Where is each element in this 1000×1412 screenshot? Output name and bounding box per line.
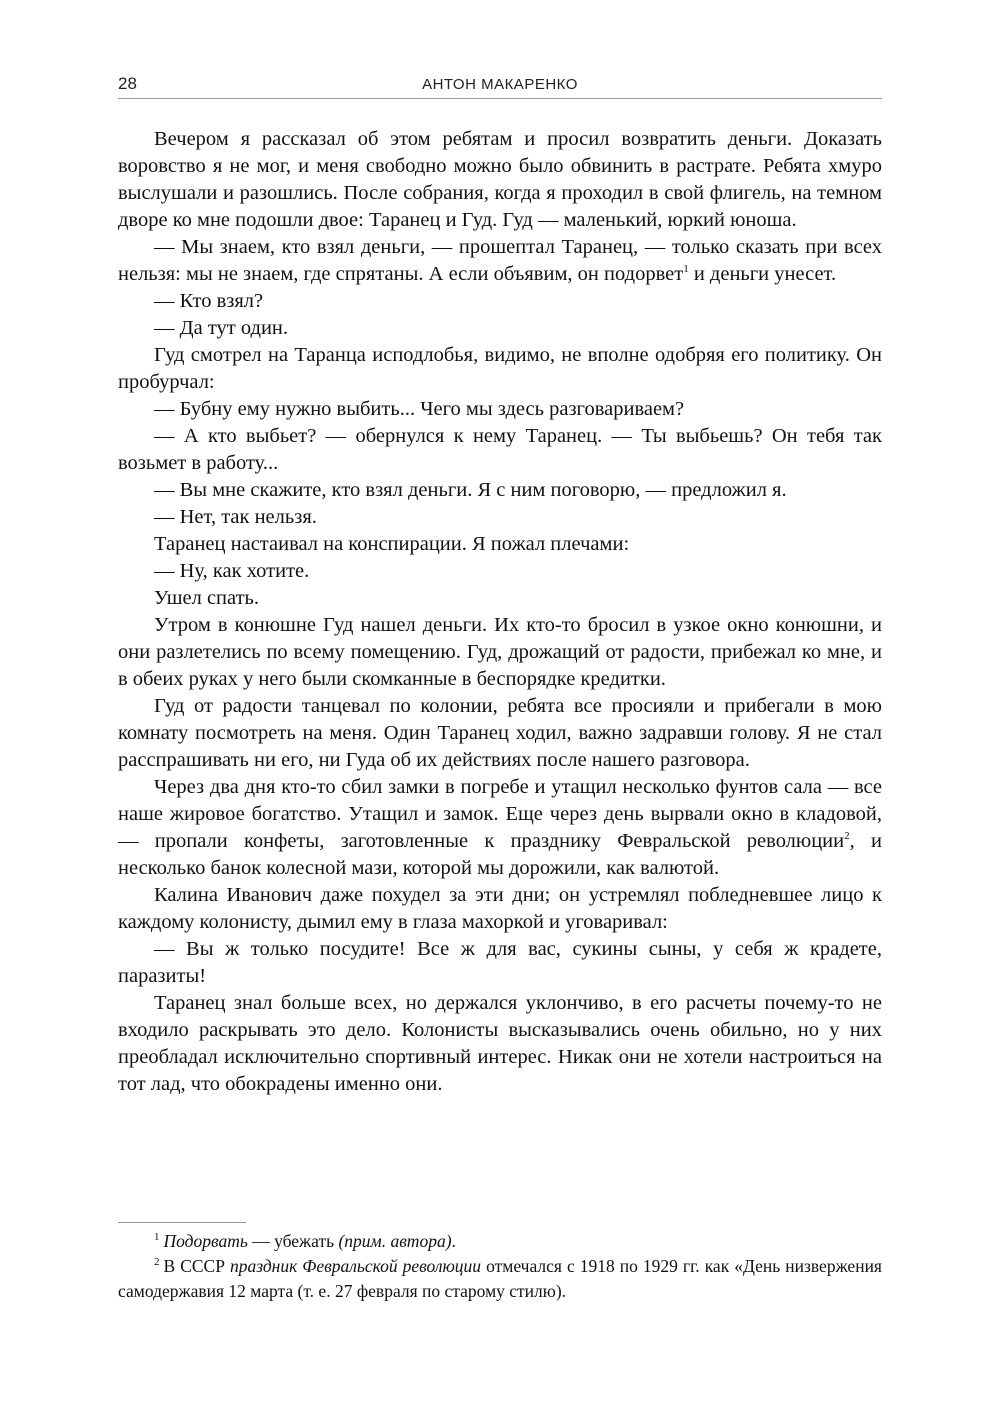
footnote-ref-1: 1 [683,263,689,275]
paragraph: Гуд смотрел на Таранца исподлобья, видимо, не вполне одобряя его политику. Он пробурчал: [118,344,882,393]
paragraph: Ушел спать. [154,587,260,609]
paragraph: Утром в конюшне Гуд нашел деньги. Их кто-то бросил в узкое окно конюшни, и они разлетелись по всему помещению. Гуд, дрожащий от радости, прибежал ко мне, и в обеих руках у него были скомканные в беспорядке кредитки. [118,614,882,690]
footnote-text: . [451,1231,456,1251]
page-header [118,72,882,99]
paragraph: — Нет, так нельзя. [154,506,317,528]
body-text [118,126,882,1098]
paragraph: — Бубну ему нужно выбить... Чего мы здесь разговариваем? [154,398,685,420]
footnote-note: (прим. автора) [338,1231,452,1251]
footnote-mark: 2 [154,1256,160,1268]
paragraph: — Вы мне скажите, кто взял деньги. Я с ним поговорю, — предложил я. [154,479,787,501]
page-number: 28 [118,74,137,93]
footnote-term: праздник Февральской революции [229,1256,482,1276]
paragraph-text: Через два дня кто-то сбил замки в погребе и утащил несколько фунтов сала — все наше жировое богатство. Утащил и замок. Еще через день вырвали окно в кладовой, — пропали конфеты, заготовленные к празднику Февральской революции [118,776,882,852]
paragraph-with-footnote-1 [118,234,882,288]
footnote-term: Подорвать [163,1231,248,1251]
paragraph: — Вы ж только посудите! Все ж для вас, сукины сыны, у себя ж крадете, паразиты! [118,938,882,987]
footnote-2 [118,1254,882,1304]
paragraph-text: и деньги унесет. [688,263,837,285]
footnote-mark: 1 [154,1231,160,1243]
paragraph: — Ну, как хотите. [154,560,310,582]
footnote-text: отмечался с 1918 по 1929 гг. как «День низвержения самодержавия 12 марта (т. е. 27 февраля по старому стилю). [118,1256,882,1301]
paragraph: Калина Иванович даже похудел за эти дни; он устремлял побледневшее лицо к каждому колонисту, дымил ему в глаза махоркой и уговаривал: [118,884,882,933]
paragraph: — А кто выбьет? — обернулся к нему Таранец. — Ты выбьешь? Он тебя так возьмет в работу... [118,425,882,474]
paragraph-with-footnote-2 [118,774,882,882]
paragraph: — Кто взял? [154,290,264,312]
paragraph: Таранец настаивал на конспирации. Я пожал плечами: [154,533,630,555]
paragraph: Гуд от радости танцевал по колонии, ребята все просияли и прибегали в мою комнату посмотреть на меня. Один Таранец ходил, важно задравши голову. Я не стал расспрашивать ни его, ни Гуда об их действиях после нашего разговора. [118,695,882,771]
paragraph-text: — Мы знаем, кто взял деньги, — прошептал Таранец, — только сказать при всех нельзя: мы не знаем, где спрятаны. А если объявим, он подорвет [118,236,882,285]
footnote-separator [118,1222,246,1223]
footnote-ref-2: 2 [844,830,850,842]
paragraph: Таранец знал больше всех, но держался уклончиво, в его расчеты почему-то не входило раскрывать это дело. Колонисты высказывались очень обильно, но у них преобладал исключительно спортивный интерес. Никак они не хотели настроиться на тот лад, что обокрадены именно они. [118,992,882,1095]
footnote-1 [118,1229,882,1254]
footnote-text: — убежать [247,1231,339,1251]
paragraph: — Да тут один. [154,317,289,339]
footnote-text: В СССР [163,1256,230,1276]
running-title: АНТОН МАКАРЕНКО [422,76,578,93]
footnotes [118,1229,882,1304]
paragraph: Вечером я рассказал об этом ребятам и просил возвратить деньги. Доказать воровство я не мог, и меня свободно можно было обвинить в растрате. Ребята хмуро выслушали и разошлись. После собрания, когда я проходил в свой флигель, на темном дворе ко мне подошли двое: Таранец и Гуд. Гуд — маленький, юркий юноша. [118,128,882,231]
paragraph-text: , и несколько банок колесной мази, которой мы дорожили, как валютой. [118,830,882,879]
